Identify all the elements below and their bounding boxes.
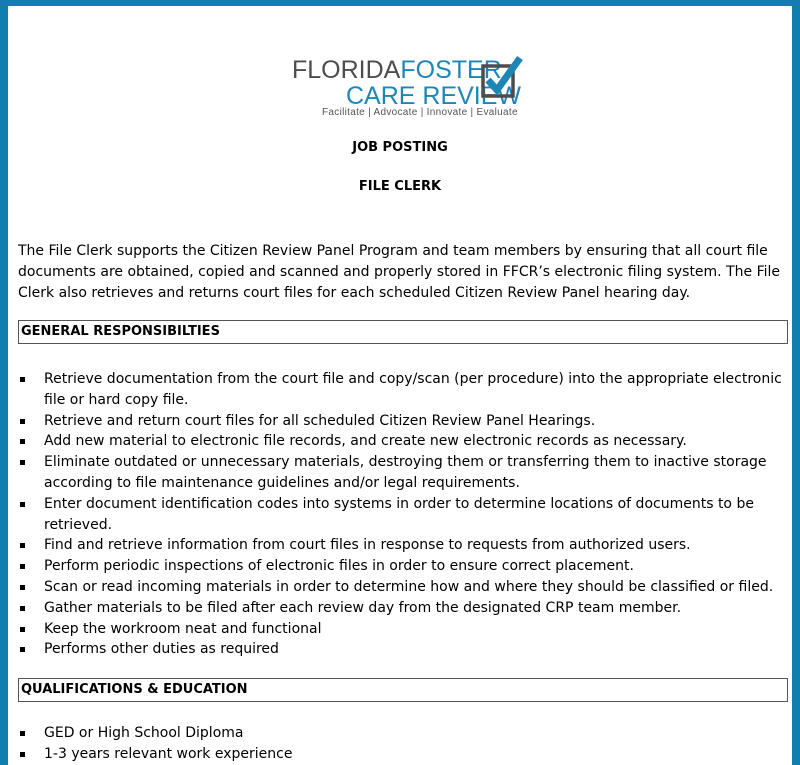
checkbox-check-icon bbox=[480, 54, 524, 102]
list-item: Perform periodic inspections of electronic files in order to ensure correct placement. bbox=[18, 556, 788, 577]
logo-tagline: Facilitate | Advocate | Innovate | Evaluate bbox=[322, 107, 518, 118]
list-item: Retrieve and return court files for all scheduled Citizen Review Panel Hearings. bbox=[18, 411, 788, 432]
list-item: 1-3 years relevant work experience bbox=[18, 744, 788, 765]
list-item: Enter document identification codes into systems in order to determine locations of documents to be retrieved. bbox=[18, 494, 788, 536]
logo-word-florida: FLORIDA bbox=[292, 56, 401, 84]
logo-word-care-review: CARE REVIEW bbox=[346, 82, 522, 110]
qualifications-list bbox=[18, 723, 788, 765]
list-item: GED or High School Diploma bbox=[18, 723, 788, 744]
intro-paragraph: The File Clerk supports the Citizen Review Panel Program and team members by ensuring that all court file documents are obtained, copied and scanned and properly stored in FFCR’s electronic filing system. The File Clerk also retrieves and returns court files for each scheduled Citizen Review Panel hearing day. bbox=[18, 243, 780, 301]
florida-foster-care-review-logo bbox=[284, 48, 540, 118]
logo-word-foster: FOSTER bbox=[400, 56, 502, 84]
list-item: Gather materials to be filed after each review day from the designated CRP team member. bbox=[18, 598, 788, 619]
position-title: FILE CLERK bbox=[358, 179, 442, 194]
section-header-responsibilities: GENERAL RESPONSIBILTIES bbox=[18, 320, 788, 344]
list-item: Eliminate outdated or unnecessary materials, destroying them or transferring them to inactive storage according to file maintenance guidelines and/or legal requirements. bbox=[18, 452, 788, 494]
document-page bbox=[8, 6, 792, 765]
list-item: Retrieve documentation from the court file and copy/scan (per procedure) into the appropriate electronic file or hard copy file. bbox=[18, 369, 788, 411]
job-posting-heading: JOB POSTING bbox=[352, 140, 448, 155]
list-item: Find and retrieve information from court files in response to requests from authorized users. bbox=[18, 535, 788, 556]
section-header-qualifications: QUALIFICATIONS & EDUCATION bbox=[18, 678, 788, 702]
list-item: Performs other duties as required bbox=[18, 639, 788, 660]
list-item: Keep the workroom neat and functional bbox=[18, 619, 788, 640]
responsibilities-list bbox=[18, 369, 788, 660]
list-item: Add new material to electronic file records, and create new electronic records as necessary. bbox=[18, 431, 788, 452]
list-item: Scan or read incoming materials in order to determine how and where they should be classified or filed. bbox=[18, 577, 788, 598]
